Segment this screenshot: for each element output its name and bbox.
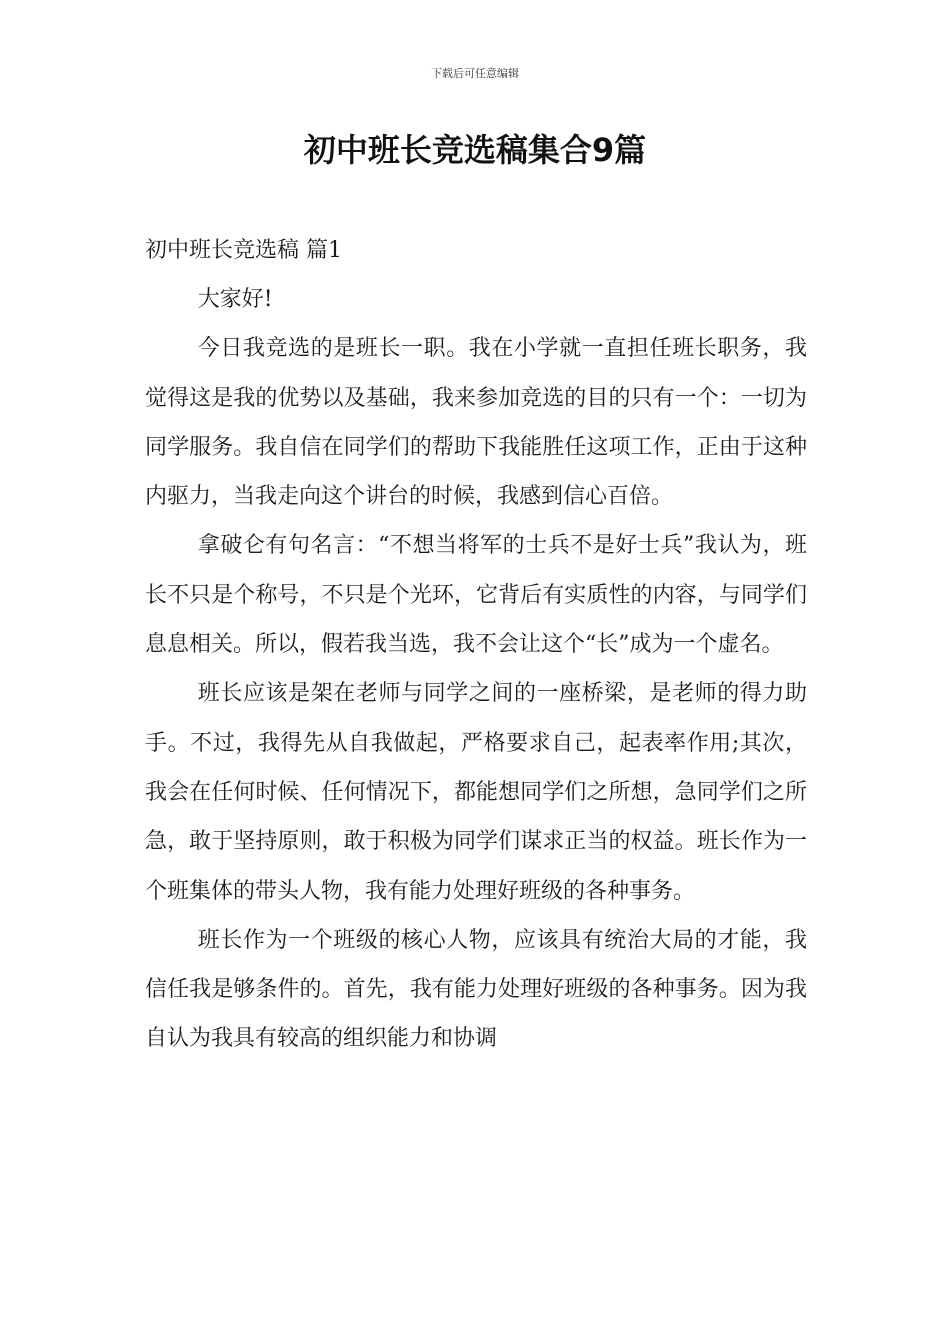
paragraph-greeting: 大家好! [197,287,273,312]
paragraph: 班长作为一个班级的核心人物，应该具有统治大局的才能，我信任我是够条件的。首先，我有能力处理好班级的各种事务。因为我自认为我具有较高的组织能力和协调 [145,927,807,1052]
document-body [145,226,807,1064]
paragraph: 拿破仑有句名言：“不想当将军的士兵不是好士兵”我认为，班长不只是个称号，不只是个光环，它背后有实质性的内容，与同学们息息相关。所以，假若我当选，我不会让这个“长”成为一个虚名。 [145,533,807,658]
header-note: 下载后可任意编辑 [431,67,519,80]
paragraph: 班长应该是架在老师与同学之间的一座桥梁，是老师的得力助手。不过，我得先从自我做起，严格要求自己，起表率作用;其次，我会在任何时候、任何情况下，都能想同学们之所想，急同学们之所急，敢于坚持原则，敢于积极为同学们谋求正当的权益。班长作为一个班集体的带头人物，我有能力处理好班级的各种事务。 [145,681,807,904]
section-heading: 初中班长竞选稿 篇1 [145,238,342,263]
document-title: 初中班长竞选稿集合9篇 [303,131,647,169]
paragraph: 今日我竞选的是班长一职。我在小学就一直担任班长职务，我觉得这是我的优势以及基础，我来参加竞选的目的只有一个：一切为同学服务。我自信在同学们的帮助下我能胜任这项工作，正由于这种内驱力，当我走向这个讲台的时候，我感到信心百倍。 [145,336,807,510]
